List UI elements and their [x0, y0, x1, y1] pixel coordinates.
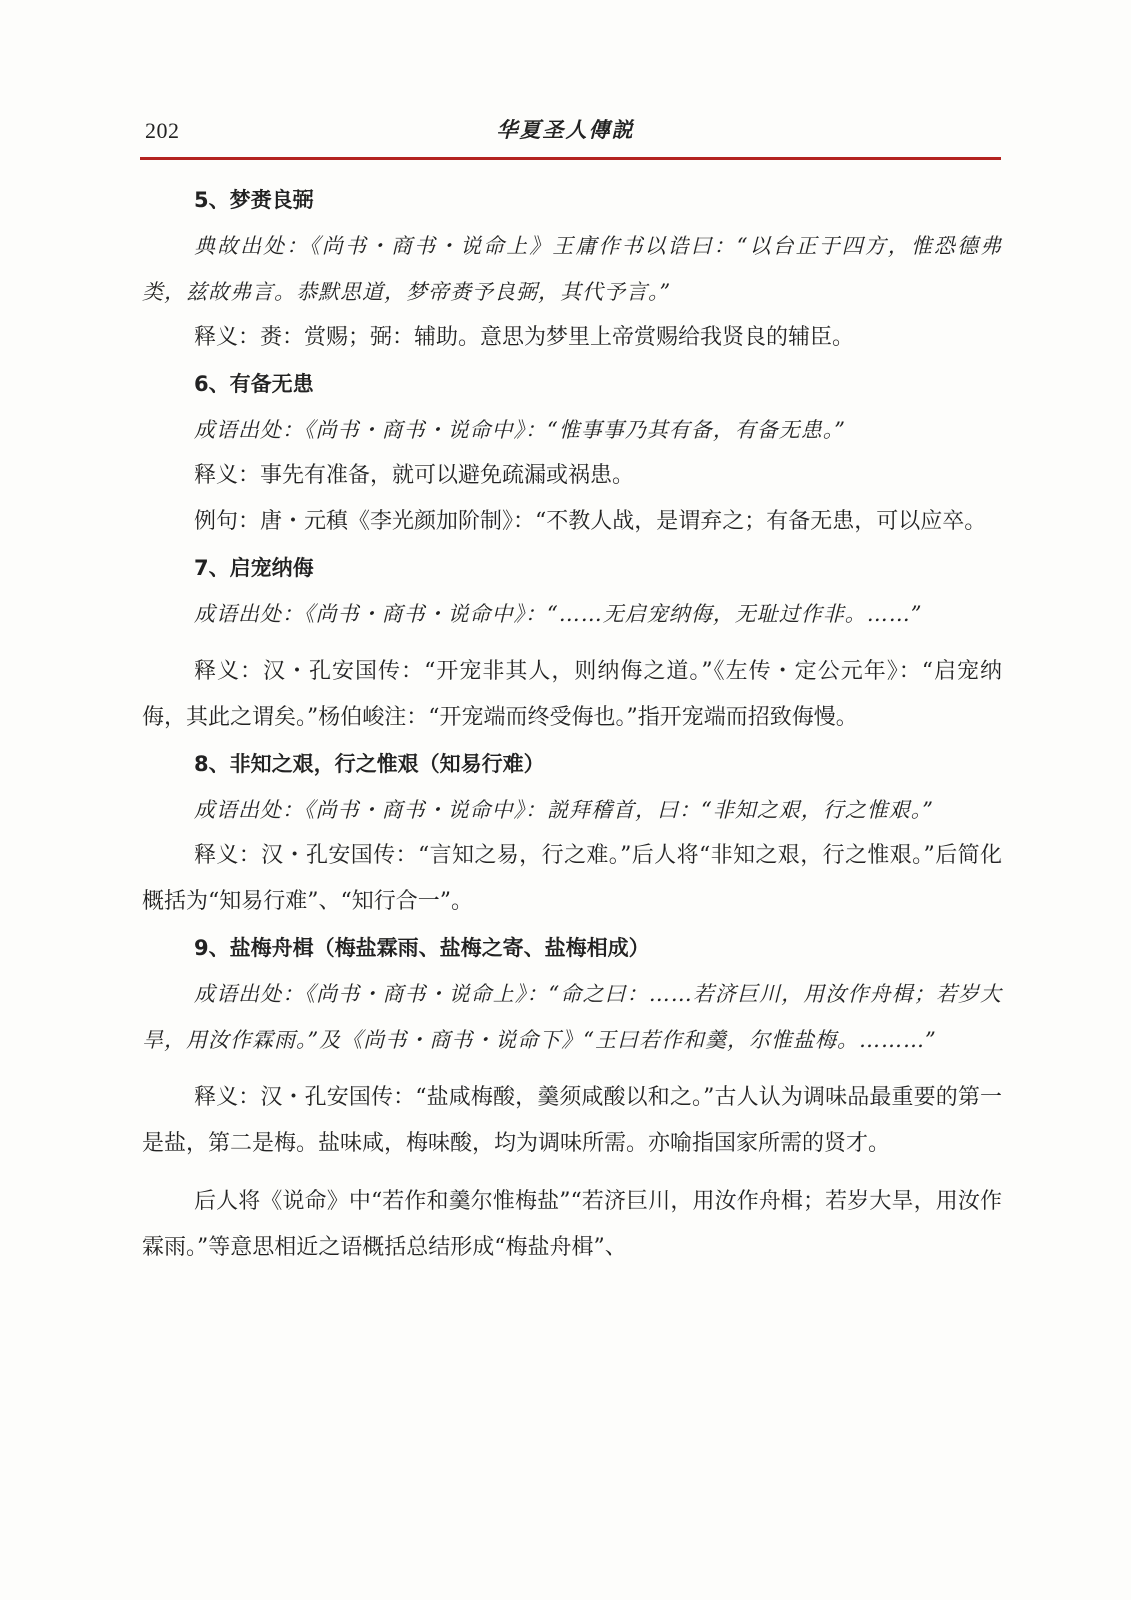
running-title: 华夏圣人傳説 [496, 118, 635, 142]
explanation-paragraph: 释义：事先有准备，就可以避免疏漏或祸患。 [194, 463, 635, 488]
section-heading: 6、有备无患 [194, 372, 314, 396]
section-heading: 8、非知之艰，行之惟艰（知易行难） [194, 752, 545, 776]
explanation-paragraph: 释义：汉・孔安国传：“盐咸梅酸，羹须咸酸以和之。”古人认为调味品最重要的第一是盐，第二是梅。盐味咸，梅味酸，均为调味所需。亦喻指国家所需的贤才。 [142, 1085, 1002, 1156]
explanation-paragraph: 释义：赉：赏赐；弼：辅助。意思为梦里上帝赏赐给我贤良的辅臣。 [194, 325, 855, 350]
source-paragraph: 成语出处：《尚书・商书・说命中》：“惟事事乃其有备，有备无患。” [194, 418, 846, 442]
explanation-paragraph: 释义：汉・孔安国传：“言知之易，行之难。”后人将“非知之艰，行之惟艰。”后简化概括为“知易行难”、“知行合一”。 [142, 843, 1002, 914]
section-heading: 7、启宠纳侮 [194, 556, 314, 580]
page-number: 202 [145, 118, 180, 143]
source-paragraph: 成语出处：《尚书・商书・说命上》：“命之曰：……若济巨川，用汝作舟楫；若岁大旱，用汝作霖雨。”及《尚书・商书・说命下》“王曰若作和羹，尔惟盐梅。………” [142, 982, 1002, 1052]
source-paragraph: 成语出处：《尚书・商书・说命中》：“……无启宠纳侮，无耻过作非。……” [194, 602, 923, 626]
body-paragraph: 后人将《说命》中“若作和羹尔惟梅盐”“若济巨川，用汝作舟楫；若岁大旱，用汝作霖雨。”等意思相近之语概括总结形成“梅盐舟楫”、 [142, 1189, 1002, 1260]
example-paragraph: 例句：唐・元稹《李光颜加阶制》：“不教人战，是谓弃之；有备无患，可以应卒。 [194, 509, 987, 534]
source-paragraph: 典故出处：《尚书・商书・说命上》王庸作书以诰曰：“以台正于四方，惟恐德弗类，兹故弗言。恭默思道，梦帝赉予良弼，其代予言。” [142, 234, 1002, 304]
section-heading: 5、梦赉良弼 [194, 188, 314, 212]
explanation-paragraph: 释义：汉・孔安国传：“开宠非其人，则纳侮之道。”《左传・定公元年》：“启宠纳侮，其此之谓矣。”杨伯峻注：“开宠端而终受侮也。”指开宠端而招致侮慢。 [142, 659, 1002, 730]
section-heading: 9、盐梅舟楫（梅盐霖雨、盐梅之寄、盐梅相成） [194, 936, 650, 960]
header-rule [140, 157, 1001, 160]
page-body [142, 177, 1002, 1271]
source-paragraph: 成语出处：《尚书・商书・说命中》：説拜稽首，曰：“非知之艰，行之惟艰。” [194, 798, 934, 822]
